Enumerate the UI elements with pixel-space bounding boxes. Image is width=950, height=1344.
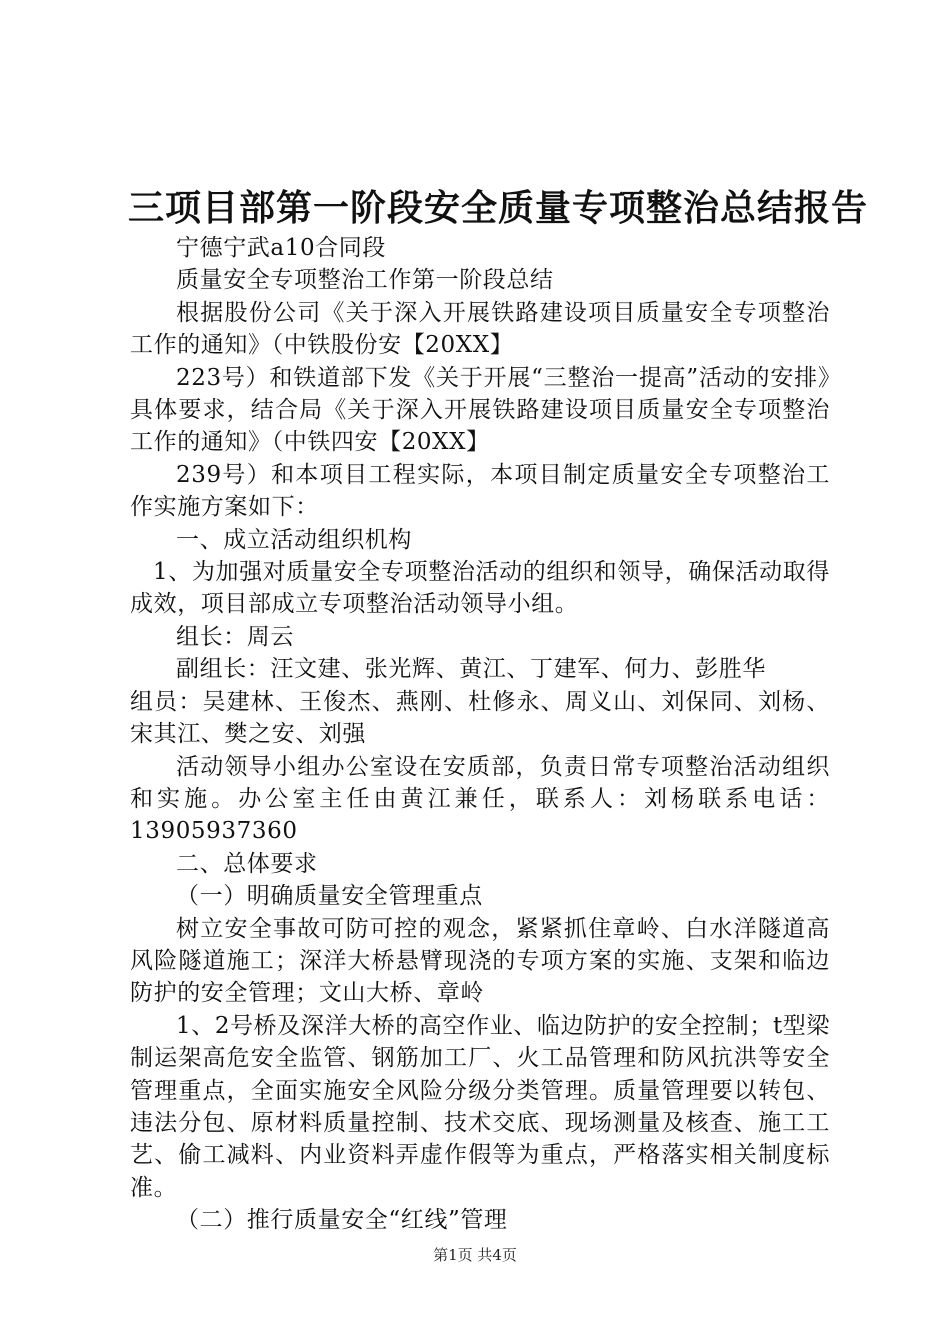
paragraph-safety-focus-2: 1、2号桥及深洋大桥的高空作业、临边防护的安全控制；t型梁制运架高危安全监管、钢筋加工厂、火工品管理和防风抗洪等安全管理重点，全面实施安全风险分级分类管理。质量管理要以转包、违法分包、原材料质量控制、技术交底、现场测量及核查、施工工艺、偷工减料、内业资料弄虚作假等为重点，严格落实相关制度标准。 (130, 1012, 830, 1201)
document-title: 三项目部第一阶段安全质量专项整治总结报告 (128, 187, 869, 229)
paragraph-group-leader: 组长：周云 (176, 623, 294, 650)
paragraph-office: 活动领导小组办公室设在安质部，负责日常专项整治活动组织和实施。办公室主任由黄江兼任，联系人：刘杨联系电话：13905937360 (130, 753, 830, 845)
subheading-management-focus: （一）明确质量安全管理重点 (176, 883, 483, 910)
section-heading-general-requirements: 二、总体要求 (176, 850, 318, 877)
paragraph-members: 组员：吴建林、王俊杰、燕刚、杜修永、周义山、刘保同、刘杨、宋其江、樊之安、刘强 (130, 688, 830, 748)
paragraph-contract-section: 宁德宁武a10合同段 (176, 235, 386, 261)
subheading-red-line: （二）推行质量安全“红线”管理 (176, 1207, 508, 1234)
page-footer: 第1页 共4页 (433, 1246, 517, 1264)
section-heading-organization: 一、成立活动组织机构 (176, 526, 412, 553)
paragraph-basis-2: 223号）和铁道部下发《关于开展“三整治一提高”活动的安排》具体要求，结合局《关于深入开展铁路建设项目质量安全专项整治工作的通知》（中铁四安【20XX】 (130, 364, 830, 456)
paragraph-subtitle: 质量安全专项整治工作第一阶段总结 (176, 267, 554, 294)
paragraph-basis-1: 根据股份公司《关于深入开展铁路建设项目质量安全专项整治工作的通知》（中铁股份安【20XX】 (130, 299, 830, 359)
document-body (130, 232, 830, 1237)
paragraph-basis-3: 239号）和本项目工程实际，本项目制定质量安全专项整治工作实施方案如下： (130, 461, 830, 521)
paragraph-safety-focus-1: 树立安全事故可防可控的观念，紧紧抓住章岭、白水洋隧道高风险隧道施工；深洋大桥悬臂现浇的专项方案的实施、支架和临边防护的安全管理；文山大桥、章岭 (130, 915, 830, 1007)
paragraph-leading-group: 1、为加强对质量安全专项整治活动的组织和领导，确保活动取得成效，项目部成立专项整治活动领导小组。 (130, 559, 830, 618)
paragraph-deputy-leaders: 副组长：汪文建、张光辉、黄江、丁建军、何力、彭胜华 (176, 656, 766, 683)
